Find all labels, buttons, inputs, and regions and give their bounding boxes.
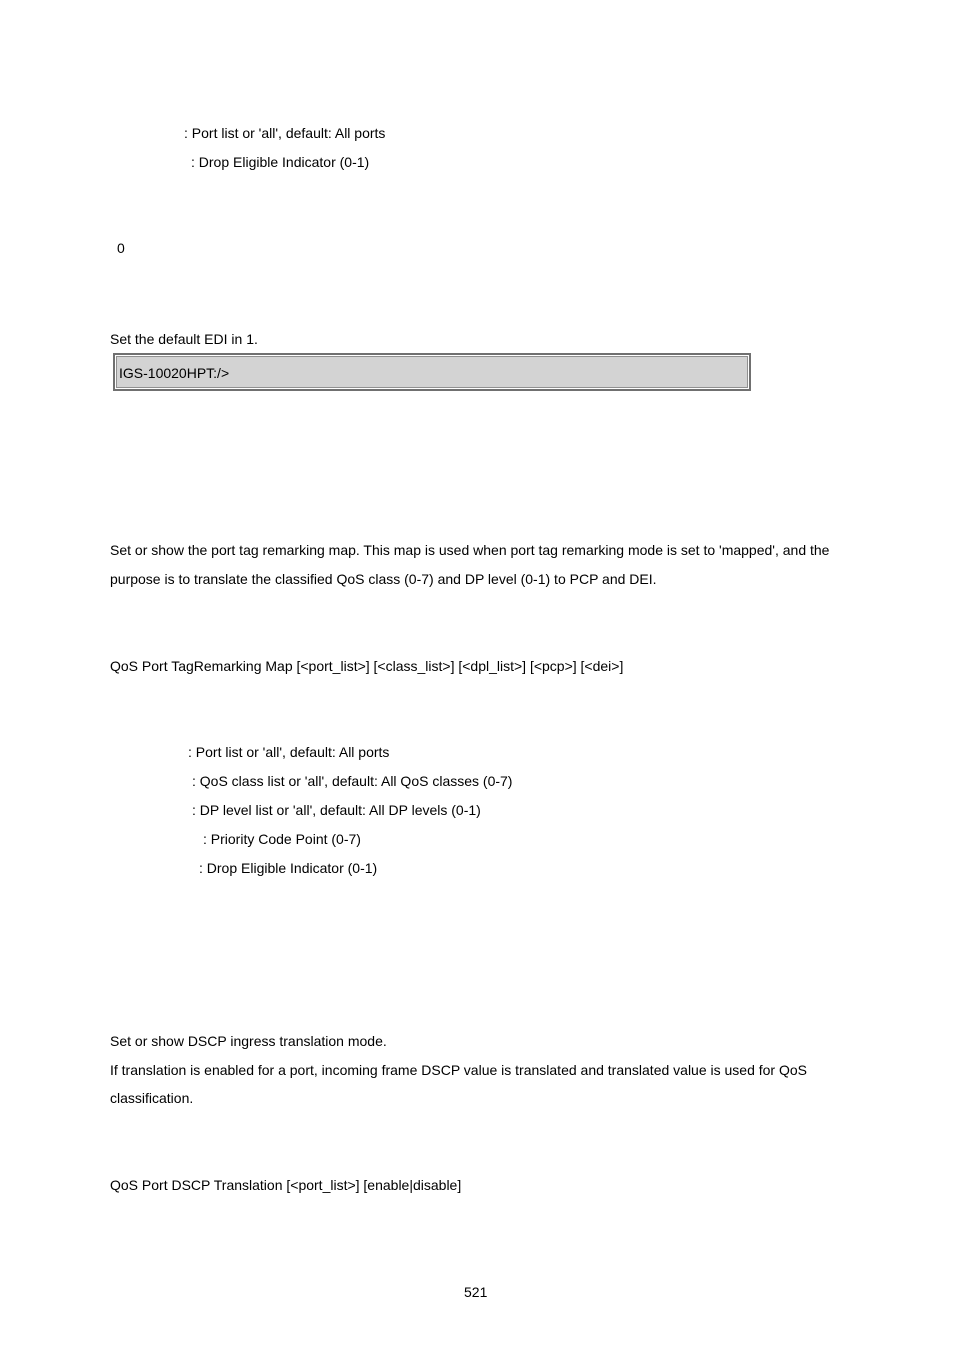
param-port-list: : Port list or 'all', default: All ports xyxy=(184,125,386,141)
description-line-2: purpose is to translate the classified QoS class (0-7) and DP level (0-1) to PCP and DEI. xyxy=(110,571,657,587)
page-number: 521 xyxy=(464,1284,488,1300)
param-pcp: : Priority Code Point (0-7) xyxy=(203,831,361,847)
param-class-list: : QoS class list or 'all', default: All QoS classes (0-7) xyxy=(192,773,513,789)
description-line-1: Set or show the port tag remarking map. This map is used when port tag remarking mode is set to 'mapped', and the xyxy=(110,542,830,558)
example-description: Set the default EDI in 1. xyxy=(110,331,258,347)
param-dpl-list: : DP level list or 'all', default: All DP levels (0-1) xyxy=(192,802,481,818)
description-line-1: Set or show DSCP ingress translation mode. xyxy=(110,1033,387,1049)
param-dei: : Drop Eligible Indicator (0-1) xyxy=(199,860,378,876)
example-command-prompt: IGS-10020HPT:/> xyxy=(119,365,230,381)
example-command-box xyxy=(113,353,751,391)
param-dei: : Drop Eligible Indicator (0-1) xyxy=(191,154,370,170)
command-syntax: QoS Port TagRemarking Map [<port_list>] [<class_list>] [<dpl_list>] [<pcp>] [<dei>] xyxy=(110,658,624,674)
description-line-2: If translation is enabled for a port, incoming frame DSCP value is translated and translated value is used for QoS xyxy=(110,1062,807,1078)
description-line-3: classification. xyxy=(110,1090,194,1106)
command-syntax: QoS Port DSCP Translation [<port_list>] [enable|disable] xyxy=(110,1177,462,1193)
default-value: 0 xyxy=(117,240,125,256)
param-port-list: : Port list or 'all', default: All ports xyxy=(188,744,390,760)
